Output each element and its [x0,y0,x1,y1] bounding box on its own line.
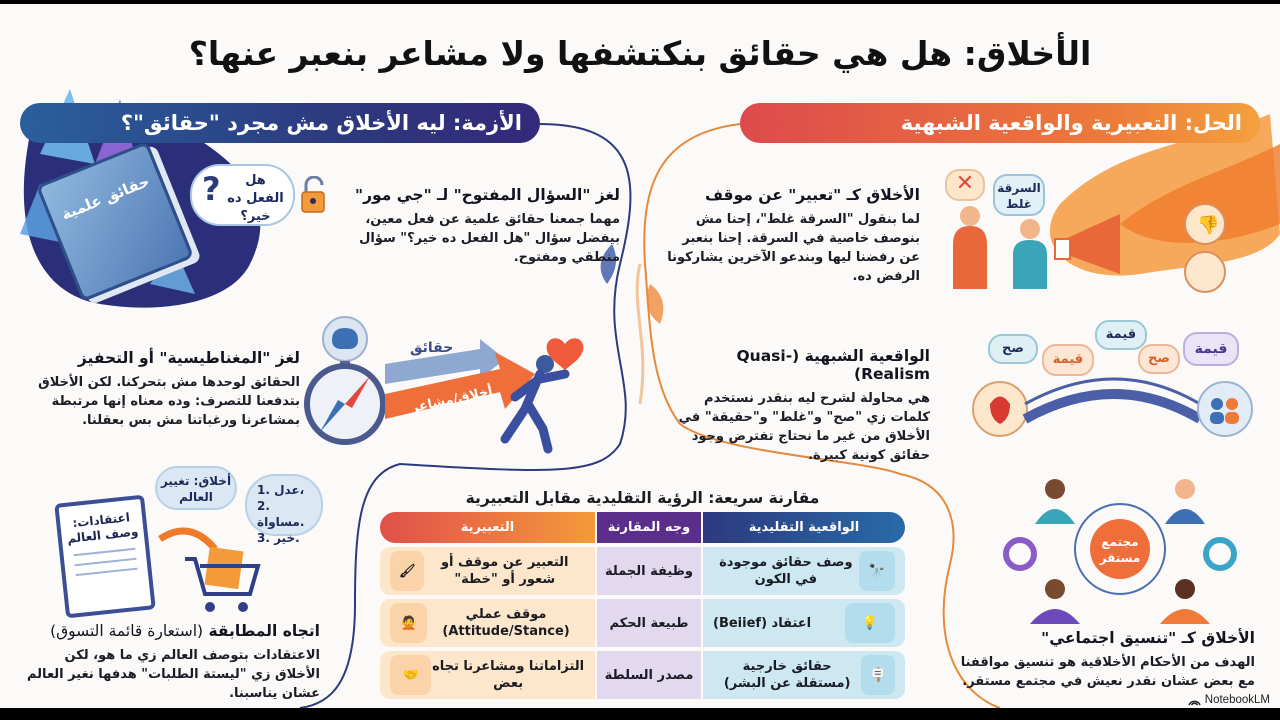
table-row [380,651,905,699]
traditional-cell: وصف حقائق موجودة في الكون [719,555,853,587]
notebooklm-logo-icon [1188,695,1201,706]
svg-text:👎: 👎 [1197,215,1220,236]
header-expressivism: التعبيرية [380,512,595,543]
list-item: 1. عدل، [257,483,305,497]
handshake-icon: 🤝 [390,655,431,695]
quasi-realism-body: هي محاولة لشرح ليه بنقدر نستخدم كلمات زي "صح" و"غلط" و"حقيقة" في الأخلاق من غير ما نحتاج تفترض وجود حقائق كونية كبيرة. [678,391,930,463]
expressivism-cell: التزاماتنا ومشاعرنا تجاه بعض [432,659,585,691]
bridge-illustration [970,314,1255,444]
morals-arrow-label: أخلاق/مشاعر [409,384,495,417]
facts-arrow-label: حقائق [410,340,454,356]
motivation-illustration [300,304,600,464]
magnetism-body: الحقائق لوحدها مش بتحركنا. لكن الأخلاق بتدفعنا للتصرف: وده معناه إنها مرتبطة بمشاعرنا ورغباتنا مش بس بعقلنا. [38,375,300,428]
value-bubble: قيمة [1042,344,1094,376]
value-bubble: قيمة [1183,332,1239,366]
expressivism-cell: موقف عملي (Attitude/Stance) [442,607,570,639]
traditional-cell: حقائق خارجية (مستقلة عن البشر) [723,659,851,691]
aspect-cell: مصدر السلطة [597,651,701,699]
crisis-header-text: الأزمة: ليه الأخلاق مش مجرد "حقائق"؟ [120,111,522,135]
people-group-icon [1198,382,1252,436]
table-row [380,547,905,595]
question-mark-icon: ? [202,170,221,208]
person-arms-crossed-icon: 🙅 [390,603,427,643]
head-lightbulb-icon: 💡 [845,603,895,643]
header-traditional: الواقعية التقليدية [703,512,905,543]
svg-text:مستقر: مستقر [1099,551,1141,565]
value-bubble: صح [1138,344,1180,374]
open-question-heading: لغز "السؤال المفتوح" لـ "جي مور" [355,186,620,204]
header-aspect: وجه المقارنة [597,512,701,543]
expression-illustration [945,204,1265,294]
crisis-section-header [20,103,540,143]
handshake-icon [1185,252,1225,292]
question-cloud [190,164,295,226]
direction-of-fit-block [20,622,320,703]
coordination-body: الهدف من الأحكام الأخلاقية هو تنسيق مواقفنا مع بعض عشان نقدر نعيش في مجتمع مستقر. [960,655,1255,689]
morals-cloud: أخلاق: تغيير العالم [155,466,237,510]
solution-header-text: الحل: التعبيرية والواقعية الشبهية [900,111,1242,135]
magnetism-block [20,349,300,430]
notebooklm-watermark [1188,694,1270,706]
man-icon [960,206,980,226]
stable-society-badge [1090,519,1150,579]
coordination-heading: الأخلاق كـ "تنسيق اجتماعي" [1041,629,1255,647]
gear-icon [1206,540,1234,568]
list-item: 2. مساواة. [257,499,305,529]
aspect-cell: وظيفة الجملة [597,547,701,595]
quasi-realism-heading: الواقعية الشبهية (Quasi-Realism) [736,347,930,383]
traditional-cell: اعتقاد (Beiief) [713,615,812,631]
open-question-body: مهما جمعنا حقائق علمية عن فعل معين، بيفضل سؤال "هل الفعل ده خير؟" سؤال منطقي ومفتوح. [359,212,620,265]
telescope-icon: 🔭 [859,551,895,591]
infographic-canvas [0,4,1280,708]
direction-of-fit-heading: اتجاه المطابقة (استعارة قائمة التسوق) [50,622,320,640]
expression-body: لما بنقول "السرقة غلط"، إحنا مش بنوصف خاصية في السرقة. إحنا بنعبر عن رفضنا ليها وبندعو الآخرين يشاركونا الرفض ده. [667,212,920,284]
gear-icon [1006,540,1034,568]
value-bubble: قيمة [1095,320,1147,350]
brain-icon [332,328,358,349]
table-header-row [380,512,905,543]
svg-text:مجتمع: مجتمع [1101,535,1139,549]
coordination-block [960,629,1255,691]
comparison-table [380,512,905,699]
magnetism-heading: لغز "المغناطيسية" أو التحفيز [77,349,300,367]
open-question-block [345,186,620,267]
expressivism-cell: التعبير عن موقف أو شعور أو "خطة" [440,555,569,587]
expression-block [665,186,920,286]
clipboard-label: اعتقادات: وصف العالم [66,510,139,546]
value-bubble: صح [988,334,1038,364]
solution-section-header [740,103,1260,143]
table-row [380,599,905,647]
page-title: الأخلاق: هل هي حقائق بنكتشفها ولا مشاعر بنعبر عنها؟ [188,34,1092,73]
question-cloud-text: هل الفعل ده خير؟ [227,173,284,224]
brand-label: NotebookLM [1204,694,1270,706]
clipboard-icon [54,495,156,619]
unlocked-padlock-icon [300,176,328,214]
megaphone-icon [1065,214,1120,274]
list-item: 3. خير. [257,531,300,545]
book-label: حقائق علمية [58,172,153,224]
woman-icon [1020,219,1040,239]
comparison-title: مقارنة سريعة: الرؤية التقليدية مقابل التعبيرية [465,489,820,507]
aspect-cell: طبيعة الحكم [597,599,701,647]
stone-tablet-icon: 🪧 [861,655,895,695]
shopping-cart-icon [155,519,265,619]
direction-of-fit-body: الاعتقادات بتوصف العالم زي ما هو، لكن الأخلاق زي "ليستة الطلبات" هدفها نغير العالم عشان يناسبنا. [26,648,320,701]
forbidden-hand-icon: ✕ [945,169,985,201]
expression-heading: الأخلاق كـ "تعبير" عن موقف [704,186,920,204]
social-coordination-illustration [1000,474,1250,624]
quasi-realism-block [665,347,930,465]
paintbrush-icon: 🖌 [390,551,424,591]
theft-wrong-bubble: السرقة غلط [993,174,1045,216]
